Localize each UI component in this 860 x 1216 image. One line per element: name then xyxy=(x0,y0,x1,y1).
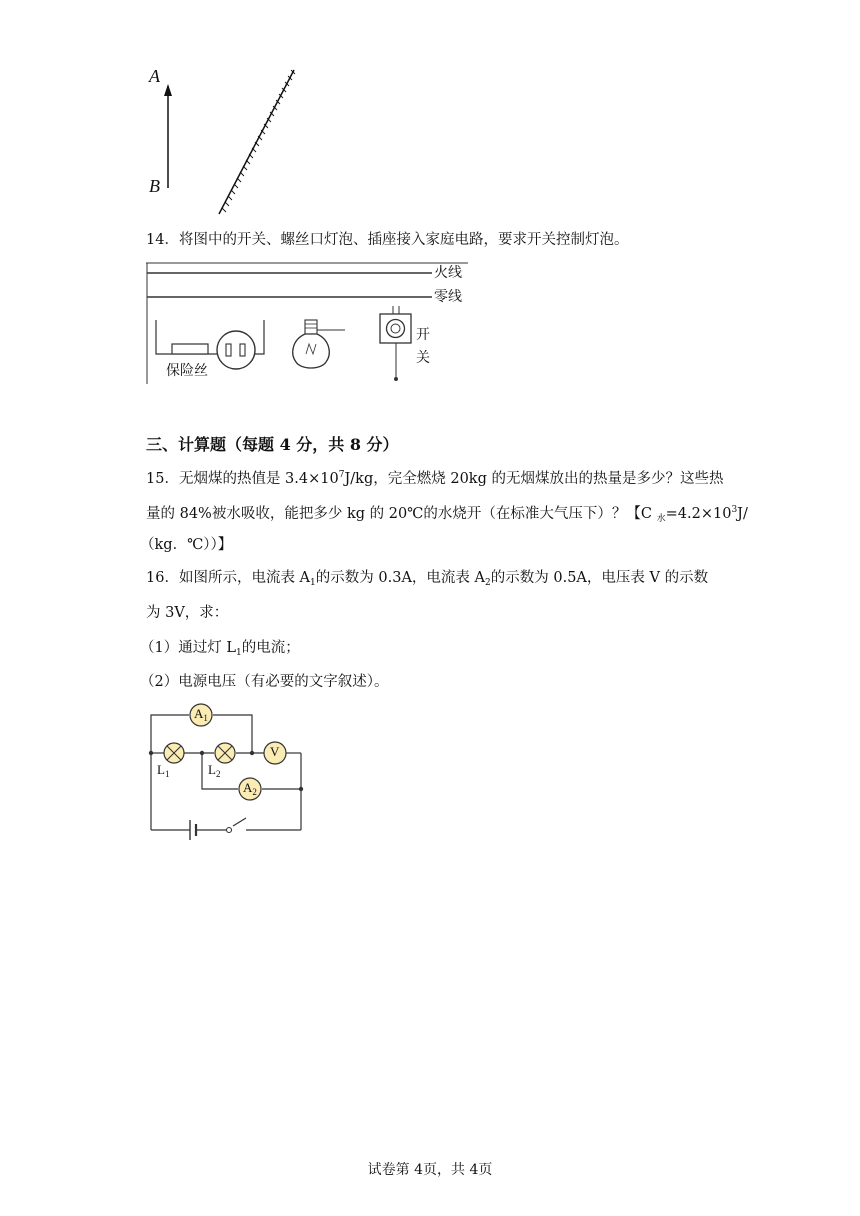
switch-label-1: 开 xyxy=(416,327,430,343)
fuse xyxy=(172,344,208,354)
neutral-wire-label: 零线 xyxy=(434,289,462,305)
section-3-title: 三、计算题（每题 4 分，共 8 分） xyxy=(146,435,399,454)
mirror-diagram xyxy=(140,62,310,222)
question-16-part-2: （2）电源电压（有必要的文字叙述）。 xyxy=(140,674,389,690)
switch-label-2: 关 xyxy=(416,350,430,366)
household-circuit-figure xyxy=(146,262,476,386)
question-15-line-1: 15．无烟煤的热值是 $3.4\times 10^7J/kg$，完全燃烧 20kg 的无烟煤放出的热量是多少？这些热 xyxy=(146,470,724,487)
fuse-label: 保险丝 xyxy=(166,363,208,379)
mirror-figure xyxy=(140,62,310,222)
lamp-l1 xyxy=(164,743,184,763)
bulb xyxy=(293,320,345,368)
ammeter-a1-label: $A_1$ xyxy=(194,706,208,723)
series-circuit-figure xyxy=(140,700,320,850)
question-14 xyxy=(146,230,628,250)
point-a-label: A xyxy=(149,66,160,86)
lamp-l1-label: $L_1$ xyxy=(157,762,170,779)
lamp-l2-label: $L_2$ xyxy=(208,762,221,779)
plane-mirror xyxy=(219,70,294,214)
switch xyxy=(380,306,411,381)
question-15-line-3: （kg．℃））】 xyxy=(140,537,233,553)
page-footer: 试卷第 4页，共 4页 xyxy=(367,1162,493,1178)
question-15-line-2: 量的 84%被水吸收，能把多少 kg 的 20℃的水烧开（在标准大气压下）？【C $_水=4.2\times 10^3J/$ xyxy=(146,505,748,524)
point-b-label: B xyxy=(149,176,160,196)
question-number: 14． xyxy=(146,232,179,248)
question-text: 将图中的开关、螺丝口灯泡、插座接入家庭电路，要求开关控制灯泡。 xyxy=(178,232,629,248)
question-number: 16． xyxy=(146,570,179,586)
question-16-line-1: 16．如图所示，电流表 $A_1$的示数为 0.3A，电流表 $A_2$的示数为 0.5A，电压表 V 的示数 xyxy=(146,570,709,588)
lamp-l2 xyxy=(215,743,235,763)
question-number: 15． xyxy=(146,471,179,487)
live-wire-label: 火线 xyxy=(434,265,462,281)
socket xyxy=(217,331,255,369)
voltmeter-v-label: V xyxy=(270,744,280,759)
question-16-part-1: （1）通过灯 $L_1$的电流； xyxy=(140,640,300,658)
question-16-line-2: 为 3V，求： xyxy=(146,605,229,621)
ammeter-a2-label: $A_2$ xyxy=(243,780,257,797)
